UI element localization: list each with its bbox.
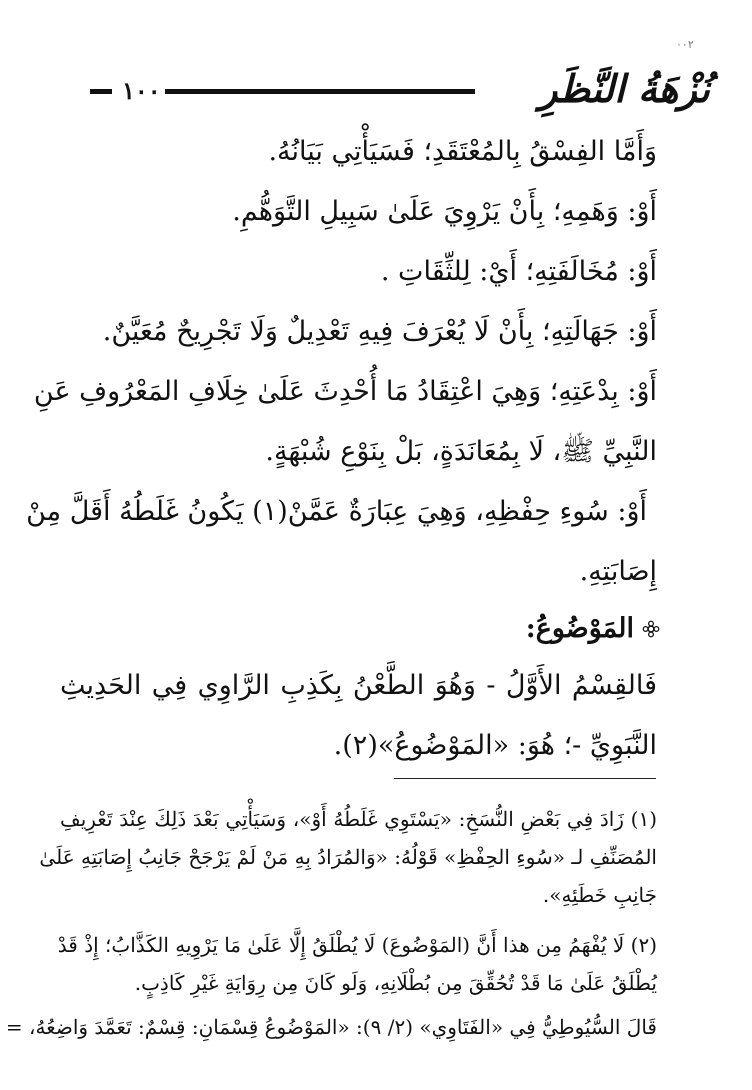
text-line: إِصَابَتِهِ. [579,556,657,587]
text-line: النَّبِيِّ ﷺ، لَا بِمُعَانَدَةٍ، بَلْ بِنَوْعِ شُبْهَةٍ. [265,436,657,467]
section-heading-label: المَوْضُوعُ: [525,613,634,644]
text-line: فَالقِسْمُ الأَوَّلُ - وَهُوَ الطَّعْنُ بِكَذِبِ الرَّاوِي فِي الحَدِيثِ [60,670,657,701]
page-number: ١٠٠ [122,76,161,105]
footnote-line: يُطْلَقُ عَلَىٰ مَا قَدْ تُحُقِّقَ مِن بُطْلَانِهِ، وَلَو كَانَ مِن رِوَايَةِ غَيْرِ كَاذِبٍ. [134,971,657,995]
page-header [30,62,710,122]
footnote-separator [394,778,656,779]
page-number-dash [90,89,112,94]
section-heading [60,602,660,656]
text-line: أَوْ: وَهَمِهِ؛ بِأَنْ يَرْوِيَ عَلَىٰ سَبِيلِ التَّوَهُّمِ. [232,196,657,227]
book-title: نُزْهَةُ النَّظَرِ [539,66,710,111]
footnote-line: قَالَ السُّيُوطِيُّ فِي «الفَتَاوِي» (٢/ ٩): «المَوْضُوعُ قِسْمَانِ: قِسْمٌ: تَعَمَّدَ وَاضِعُهُ، = [5,1015,657,1039]
footnote-line: (٢) لَا يُفْهَمُ مِن هذا أَنَّ (المَوْضُوعَ) لَا يُطْلَقُ إِلَّا عَلَىٰ مَا يَرْوِيهِ الكَذَّابُ؛ إِذْ قَدْ [57,933,657,957]
flower-icon [642,620,660,638]
header-rule [165,89,475,94]
corner-mark: ٠٠٢ [676,38,694,51]
text-line: أَوْ: بِدْعَتِهِ؛ وَهِيَ اعْتِقَادُ مَا أُحْدِثَ عَلَىٰ خِلَافِ المَعْرُوفِ عَنِ [33,376,657,407]
main-text [26,122,657,776]
footnotes [5,800,657,1046]
footnote-line: جَانِبِ خَطَئِهِ». [542,883,657,907]
text-line: أَوْ: جَهَالَتِهِ؛ بِأَنْ لَا يُعْرَفَ فِيهِ تَعْدِيلٌ وَلَا تَجْرِيحٌ مُعَيَّنٌ. [102,316,657,347]
text-line: وَأَمَّا الفِسْقُ بِالمُعْتَقَدِ؛ فَسَيَأْتِي بَيَانُهُ. [268,136,657,167]
text-line: أَوْ: مُخَالَفَتِهِ؛ أَيْ: لِلثِّقَاتِ . [380,256,657,287]
text-line: النَّبَوِيِّ -؛ هُوَ: «المَوْضُوعُ»(٢). [333,730,657,761]
footnote-line: (١) زَادَ فِي بَعْضِ النُّسَخِ: «يَسْتَوِي غَلَطُهُ أَوْ»، وَسَيَأْتِي بَعْدَ ذَلِكَ عِنْدَ تَعْرِيفِ [60,807,657,831]
text-line: أَوْ: سُوءِ حِفْظِهِ، وَهِيَ عِبَارَةٌ عَمَّنْ(١) يَكُونُ غَلَطُهُ أَقَلَّ مِنْ [26,496,647,527]
footnote-line: المُصَنِّفِ لـ «سُوءِ الحِفْظِ» قَوْلُهُ: «وَالمُرَادُ بِهِ مَنْ لَمْ يَرْجَحْ جَانِبُ إِصَابَتِهِ عَلَىٰ [39,845,657,869]
